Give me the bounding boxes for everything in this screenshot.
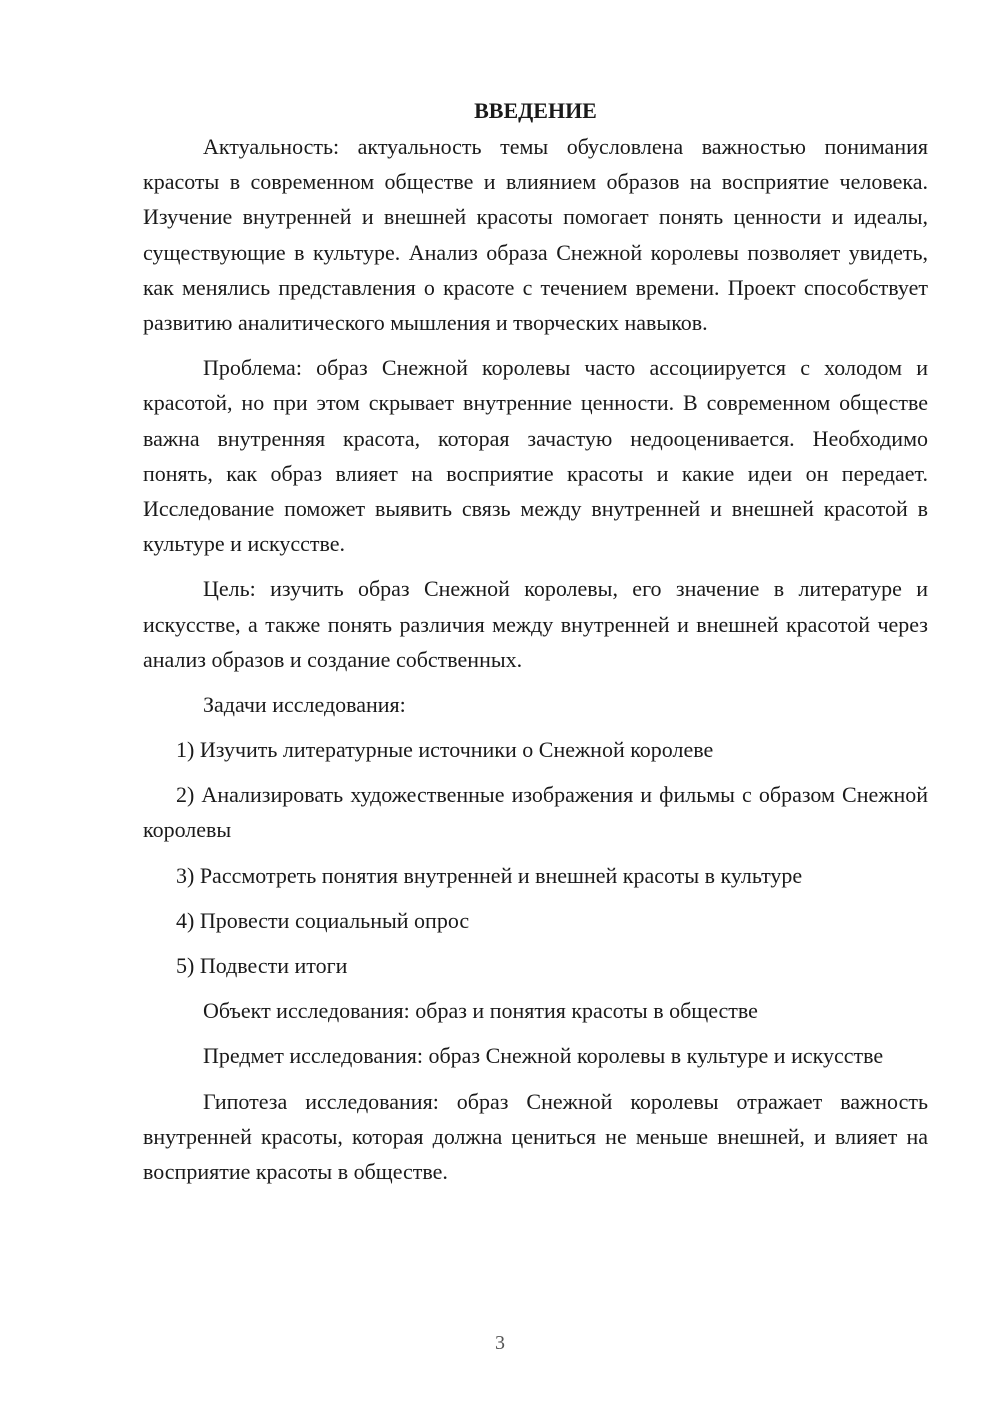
task-item-2: 2) Анализировать художественные изображения и фильмы с образом Снежной королевы — [143, 782, 928, 843]
task-item-1: 1) Изучить литературные источники о Снежной королеве — [176, 737, 714, 763]
tasks-heading: Задачи исследования: — [203, 692, 406, 718]
goal-paragraph: Цель: изучить образ Снежной королевы, его значение в литературе и искусстве, а также понять различия между внутренней и внешней красотой через анализ образов и создание собственных. — [143, 576, 928, 672]
subject-paragraph: Предмет исследования: образ Снежной королевы в культуре и искусстве — [203, 1043, 884, 1069]
object-paragraph: Объект исследования: образ и понятия красоты в обществе — [203, 998, 758, 1024]
task-item-5: 5) Подвести итоги — [176, 953, 348, 979]
problem-paragraph: Проблема: образ Снежной королевы часто ассоциируется с холодом и красотой, но при этом скрывает внутренние ценности. В современном обществе важна внутренняя красота, которая зачастую недооценивается. Необходимо понять, как образ влияет на восприятие красоты и какие идеи он передает. Исследование поможет выявить связь между внутренней и внешней красотой в культуре и искусстве. — [143, 355, 928, 557]
page-content — [143, 93, 928, 1199]
task-item-3: 3) Рассмотреть понятия внутренней и внешней красоты в культуре — [176, 862, 803, 888]
section-heading: ВВЕДЕНИЕ — [474, 98, 597, 123]
task-item-4: 4) Провести социальный опрос — [176, 907, 470, 933]
hypothesis-paragraph: Гипотеза исследования: образ Снежной королевы отражает важность внутренней красоты, которая должна цениться не меньше внешней, и влияет на восприятие красоты в обществе. — [143, 1088, 928, 1185]
relevance-paragraph: Актуальность: актуальность темы обусловлена важностью понимания красоты в современном обществе и влиянием образов на восприятие человека. Изучение внутренней и внешней красоты помогает понять ценности и идеалы, существующие в культуре. Анализ образа Снежной королевы позволяет увидеть, как менялись представления о красоте с течением времени. Проект способствует развитию аналитического мышления и творческих навыков. — [143, 134, 928, 336]
page-number: 3 — [495, 1332, 505, 1354]
